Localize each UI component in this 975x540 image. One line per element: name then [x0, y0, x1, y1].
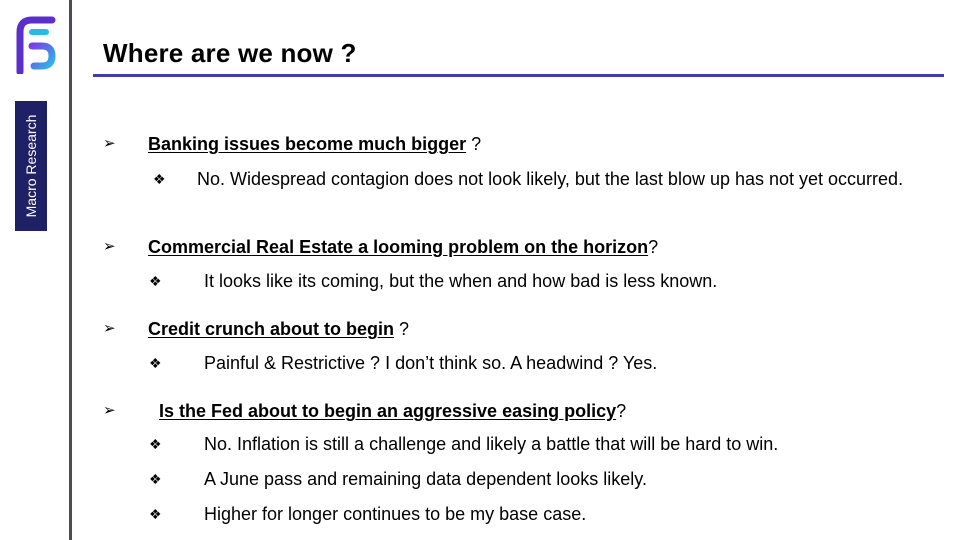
sidebar-divider [69, 0, 72, 540]
slide-title: Where are we now ? [103, 38, 357, 68]
title-underline-rule [93, 74, 944, 77]
arrowhead-bullet-icon: ➢ [103, 402, 116, 419]
section-point: No. Inflation is still a challenge and likely a battle that will be hard to win. [204, 434, 779, 454]
four-diamond-bullet-icon: ❖ [149, 506, 162, 522]
section-heading-text: Credit crunch about to begin [148, 319, 394, 339]
four-diamond-bullet-icon: ❖ [153, 171, 166, 187]
four-diamond-bullet-icon: ❖ [149, 355, 162, 371]
macro-research-tab [15, 101, 47, 231]
section-heading-suffix: ? [394, 319, 410, 339]
section-heading-text: Is the Fed about to begin an aggressive easing policy [159, 401, 617, 421]
four-diamond-bullet-icon: ❖ [149, 436, 162, 452]
four-diamond-bullet-icon: ❖ [149, 273, 162, 289]
section-heading-suffix: ? [616, 401, 627, 421]
section-heading-text: Banking issues become much bigger [148, 134, 467, 154]
section-heading-3 [148, 319, 409, 340]
section-heading-1 [148, 134, 481, 155]
section-point: A June pass and remaining data dependent looks likely. [204, 469, 647, 489]
section-heading-text: Commercial Real Estate a looming problem on the horizon [148, 237, 649, 257]
section-heading-4 [159, 401, 626, 422]
section-point: No. Widespread contagion does not look likely, but the last blow up has not yet occurred. [197, 169, 904, 189]
arrowhead-bullet-icon: ➢ [103, 135, 116, 152]
four-diamond-bullet-icon: ❖ [149, 471, 162, 487]
section-point: Painful & Restrictive ? I don’t think so. A headwind ? Yes. [204, 353, 658, 373]
arrowhead-bullet-icon: ➢ [103, 320, 116, 337]
brand-logo-icon [12, 16, 58, 74]
section-point: It looks like its coming, but the when and how bad is less known. [204, 271, 718, 291]
section-heading-suffix: ? [466, 134, 482, 154]
section-point: Higher for longer continues to be my base case. [204, 504, 587, 524]
arrowhead-bullet-icon: ➢ [103, 238, 116, 255]
section-heading-2 [148, 237, 658, 258]
side-tab-label: Macro Research [23, 114, 39, 218]
section-heading-suffix: ? [648, 237, 659, 257]
